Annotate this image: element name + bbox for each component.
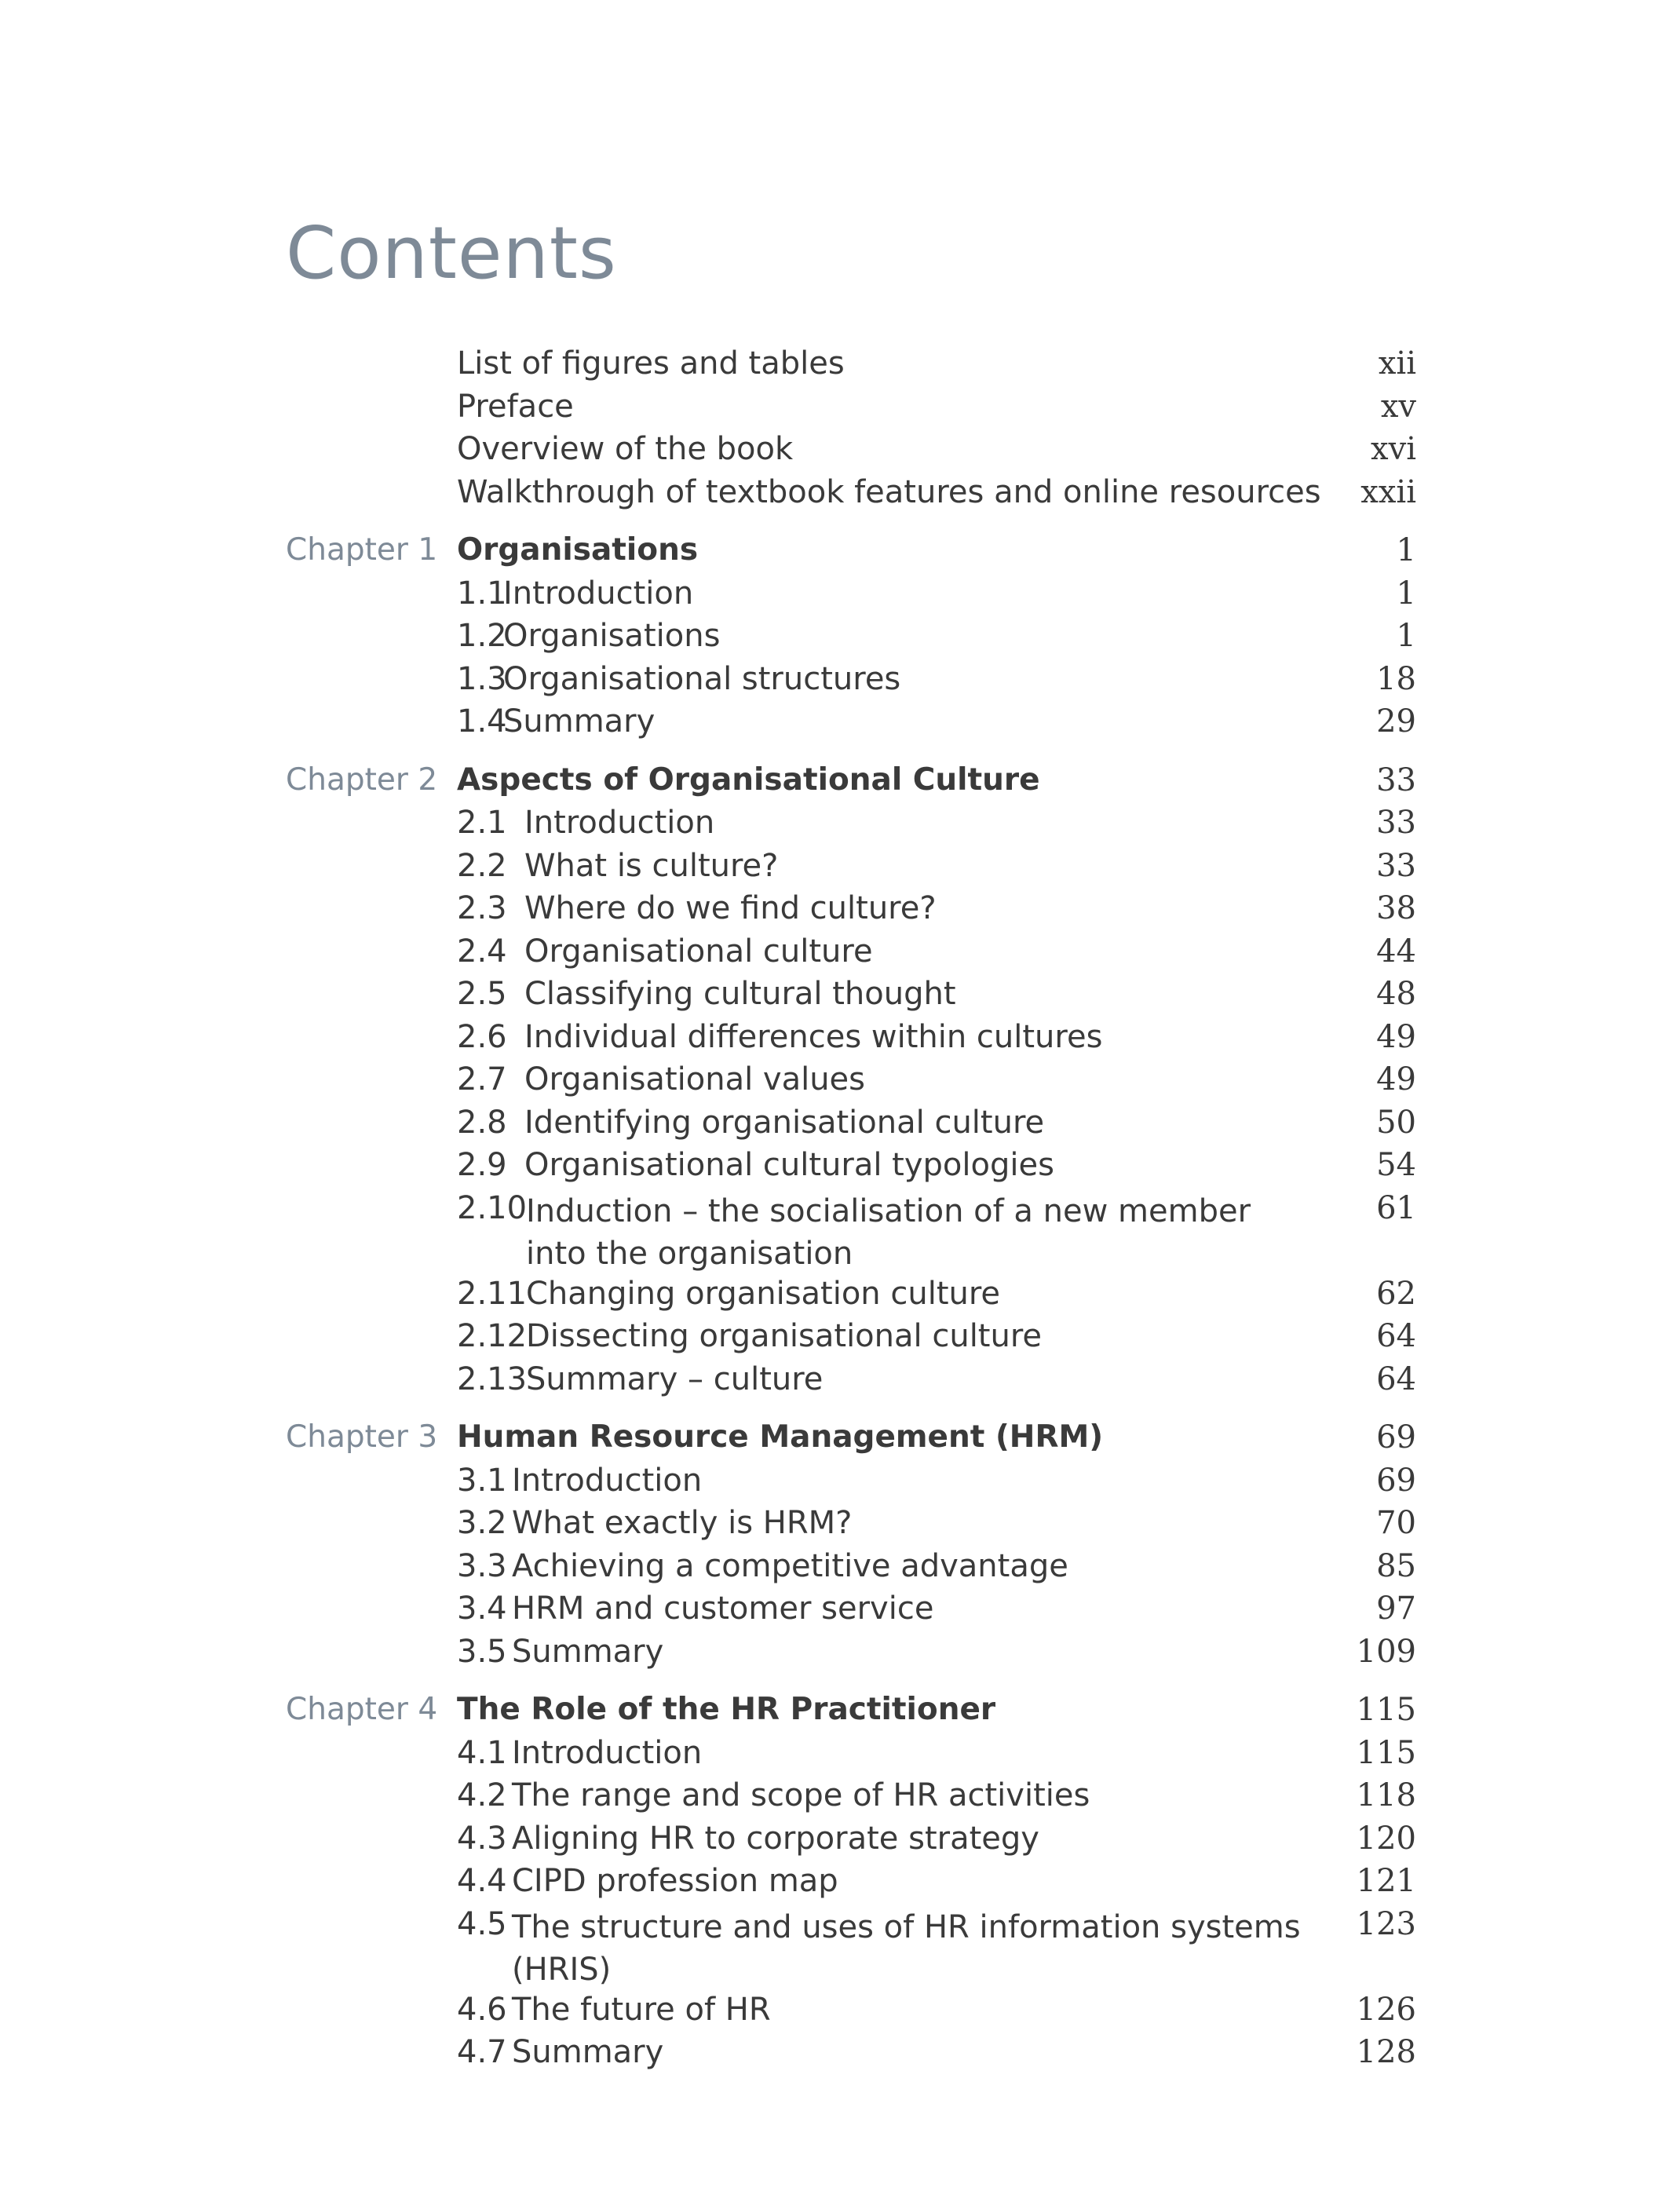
page-title: Contents (286, 210, 617, 295)
chapter-title: Human Resource Management (HRM) (457, 1419, 1104, 1455)
toc-entry-title: Preface (457, 388, 574, 425)
section-title: The range and scope of HR activities (512, 1777, 1090, 1813)
chapter-2-block (0, 762, 1680, 1404)
toc-section-entry[interactable] (0, 1019, 1680, 1062)
toc-page-number: 50 (1376, 1104, 1416, 1141)
toc-page-number: 128 (1356, 2034, 1416, 2070)
section-title: Organisational cultural typologies (524, 1147, 1054, 1183)
toc-page-number: 33 (1376, 805, 1416, 841)
section-title: Summary (512, 2034, 664, 2070)
section-number: 3.4 (457, 1591, 507, 1627)
toc-entry-walkthrough[interactable] (0, 474, 1680, 517)
toc-section-entry[interactable] (0, 1821, 1680, 1864)
section-number: 1.3 (457, 660, 507, 697)
toc-page-number: 64 (1376, 1360, 1416, 1397)
chapter-label: Chapter 1 (286, 532, 438, 568)
section-title: Introduction (503, 575, 694, 612)
chapter-title: Organisations (457, 532, 699, 568)
section-title: What is culture? (524, 847, 779, 884)
toc-section-entry[interactable] (0, 1548, 1680, 1591)
section-title: Individual differences within cultures (524, 1018, 1103, 1055)
toc-entry-overview[interactable] (0, 431, 1680, 474)
toc-page-number: 1 (1396, 575, 1416, 612)
section-title: What exactly is HRM? (512, 1505, 853, 1541)
toc-page-number: 38 (1376, 890, 1416, 926)
section-number: 2.3 (457, 890, 507, 926)
toc-section-entry[interactable] (0, 1863, 1680, 1906)
toc-page-number: xii (1378, 345, 1416, 382)
chapter-heading[interactable] (0, 1692, 1680, 1735)
toc-section-entry[interactable] (0, 805, 1680, 848)
toc-page-number: 126 (1356, 1991, 1416, 2028)
toc-page-number: 109 (1356, 1633, 1416, 1670)
section-title: CIPD profession map (512, 1863, 838, 1899)
toc-page-number: 70 (1376, 1505, 1416, 1541)
chapter-label: Chapter 3 (286, 1419, 438, 1455)
toc-section-entry[interactable] (0, 976, 1680, 1019)
toc-section-entry[interactable] (0, 1505, 1680, 1548)
section-number: 3.3 (457, 1547, 507, 1584)
section-number: 2.6 (457, 1018, 507, 1055)
toc-page-number: xv (1380, 388, 1416, 425)
chapter-label: Chapter 2 (286, 761, 438, 798)
section-number: 1.4 (457, 703, 507, 740)
section-number: 2.13 (457, 1360, 528, 1397)
toc-page-number: 64 (1376, 1318, 1416, 1354)
chapter-3-block (0, 1419, 1680, 1676)
section-title: Classifying cultural thought (524, 976, 956, 1012)
toc-section-entry[interactable] (0, 661, 1680, 704)
toc-section-entry[interactable] (0, 1992, 1680, 2035)
chapter-1-block (0, 532, 1680, 747)
section-number: 2.7 (457, 1061, 507, 1098)
toc-entry-title: Walkthrough of textbook features and online resources (457, 473, 1321, 510)
toc-page-number: 1 (1396, 532, 1416, 568)
toc-page-number: 115 (1356, 1734, 1416, 1771)
toc-page-number: 123 (1356, 1905, 1416, 1942)
toc-page-number: 18 (1376, 660, 1416, 697)
toc-page-number: 121 (1356, 1863, 1416, 1899)
chapter-heading[interactable] (0, 762, 1680, 805)
section-number: 2.10 (457, 1189, 528, 1226)
toc-section-entry[interactable] (0, 1105, 1680, 1148)
toc-section-entry[interactable] (0, 575, 1680, 619)
toc-section-entry[interactable] (0, 1061, 1680, 1105)
section-number: 3.2 (457, 1505, 507, 1541)
section-number: 2.11 (457, 1275, 528, 1312)
toc-section-entry[interactable] (0, 1634, 1680, 1677)
toc-section-entry[interactable] (0, 618, 1680, 661)
table-of-contents (0, 345, 1680, 2077)
toc-page-number: 29 (1376, 703, 1416, 740)
chapter-title: The Role of the HR Practitioner (457, 1692, 996, 1727)
chapter-heading[interactable] (0, 532, 1680, 575)
front-matter-list (0, 345, 1680, 517)
section-number: 4.2 (457, 1777, 507, 1813)
section-title: Changing organisation culture (526, 1275, 1001, 1312)
section-title: Organisational values (524, 1061, 866, 1098)
toc-page-number: 33 (1376, 847, 1416, 884)
toc-page-number: 115 (1356, 1692, 1416, 1728)
section-title: Organisational culture (524, 933, 873, 970)
toc-page-number: 44 (1376, 933, 1416, 970)
section-title: Identifying organisational culture (524, 1104, 1045, 1141)
section-title: Summary (503, 703, 656, 740)
toc-section-entry[interactable] (0, 1735, 1680, 1778)
toc-page-number: 49 (1376, 1018, 1416, 1055)
section-number: 1.1 (457, 575, 507, 612)
section-number: 4.6 (457, 1991, 507, 2028)
toc-section-entry[interactable] (0, 1190, 1680, 1276)
toc-section-entry[interactable] (0, 1591, 1680, 1634)
toc-page-number: 61 (1376, 1189, 1416, 1226)
toc-page-number: 54 (1376, 1147, 1416, 1183)
toc-section-entry[interactable] (0, 1147, 1680, 1190)
toc-section-entry[interactable] (0, 1777, 1680, 1821)
toc-section-entry[interactable] (0, 1318, 1680, 1361)
toc-page-number: 33 (1376, 761, 1416, 798)
section-title: Dissecting organisational culture (526, 1318, 1043, 1354)
toc-section-entry[interactable] (0, 703, 1680, 747)
toc-page-number: 48 (1376, 976, 1416, 1012)
toc-page-number: xxii (1360, 473, 1416, 510)
section-number: 2.2 (457, 847, 507, 884)
section-number: 4.3 (457, 1820, 507, 1857)
toc-entry-preface[interactable] (0, 389, 1680, 432)
section-title: Aligning HR to corporate strategy (512, 1820, 1039, 1857)
section-number: 4.5 (457, 1905, 507, 1942)
toc-page-number: 69 (1376, 1419, 1416, 1455)
section-number: 4.1 (457, 1734, 507, 1771)
toc-section-entry[interactable] (0, 933, 1680, 977)
section-number: 2.4 (457, 933, 507, 970)
section-number: 4.4 (457, 1863, 507, 1899)
section-number: 4.7 (457, 2034, 507, 2070)
toc-page-number: 69 (1376, 1462, 1416, 1499)
section-number: 2.9 (457, 1147, 507, 1183)
section-number: 2.1 (457, 805, 507, 841)
section-title: Achieving a competitive advantage (512, 1547, 1068, 1584)
toc-section-entry[interactable] (0, 1276, 1680, 1319)
toc-section-entry[interactable] (0, 890, 1680, 933)
toc-section-entry[interactable] (0, 1361, 1680, 1404)
toc-entry-title: Overview of the book (457, 431, 794, 467)
section-number: 2.8 (457, 1104, 507, 1141)
section-title: Induction – the socialisation of a new member into the organisation (526, 1192, 1251, 1272)
section-title: Introduction (524, 805, 715, 841)
toc-page-number: 97 (1376, 1591, 1416, 1627)
section-title: The future of HR (512, 1991, 771, 2028)
section-title: Organisational structures (503, 660, 901, 697)
toc-section-entry[interactable] (0, 848, 1680, 891)
section-number: 1.2 (457, 618, 507, 654)
section-number: 3.1 (457, 1462, 507, 1499)
toc-entry-title: List of figures and tables (457, 345, 845, 382)
section-number: 2.12 (457, 1318, 528, 1354)
chapter-heading[interactable] (0, 1419, 1680, 1463)
section-title: HRM and customer service (512, 1591, 934, 1627)
toc-entry-list-of-figures[interactable] (0, 345, 1680, 389)
section-title: Where do we find culture? (524, 890, 937, 926)
toc-page-number: 49 (1376, 1061, 1416, 1098)
chapter-title: Aspects of Organisational Culture (457, 761, 1040, 798)
toc-section-entry[interactable] (0, 2034, 1680, 2077)
section-number: 3.5 (457, 1633, 507, 1670)
section-title: Summary – culture (526, 1360, 824, 1397)
section-number: 2.5 (457, 976, 507, 1012)
toc-page-number: 85 (1376, 1547, 1416, 1584)
toc-page-number: 118 (1356, 1777, 1416, 1813)
toc-section-entry[interactable] (0, 1906, 1680, 1992)
section-title: The structure and uses of HR information systems (HRIS) (512, 1908, 1301, 1988)
toc-section-entry[interactable] (0, 1463, 1680, 1506)
toc-page-number: xvi (1371, 431, 1416, 467)
toc-page-number: 1 (1396, 618, 1416, 654)
section-title: Organisations (503, 618, 721, 654)
section-title: Introduction (512, 1462, 703, 1499)
toc-page-number: 120 (1356, 1820, 1416, 1857)
chapter-label: Chapter 4 (286, 1692, 438, 1727)
chapter-4-block (0, 1692, 1680, 2077)
section-title: Summary (512, 1633, 664, 1670)
toc-page-number: 62 (1376, 1275, 1416, 1312)
section-title: Introduction (512, 1734, 703, 1771)
